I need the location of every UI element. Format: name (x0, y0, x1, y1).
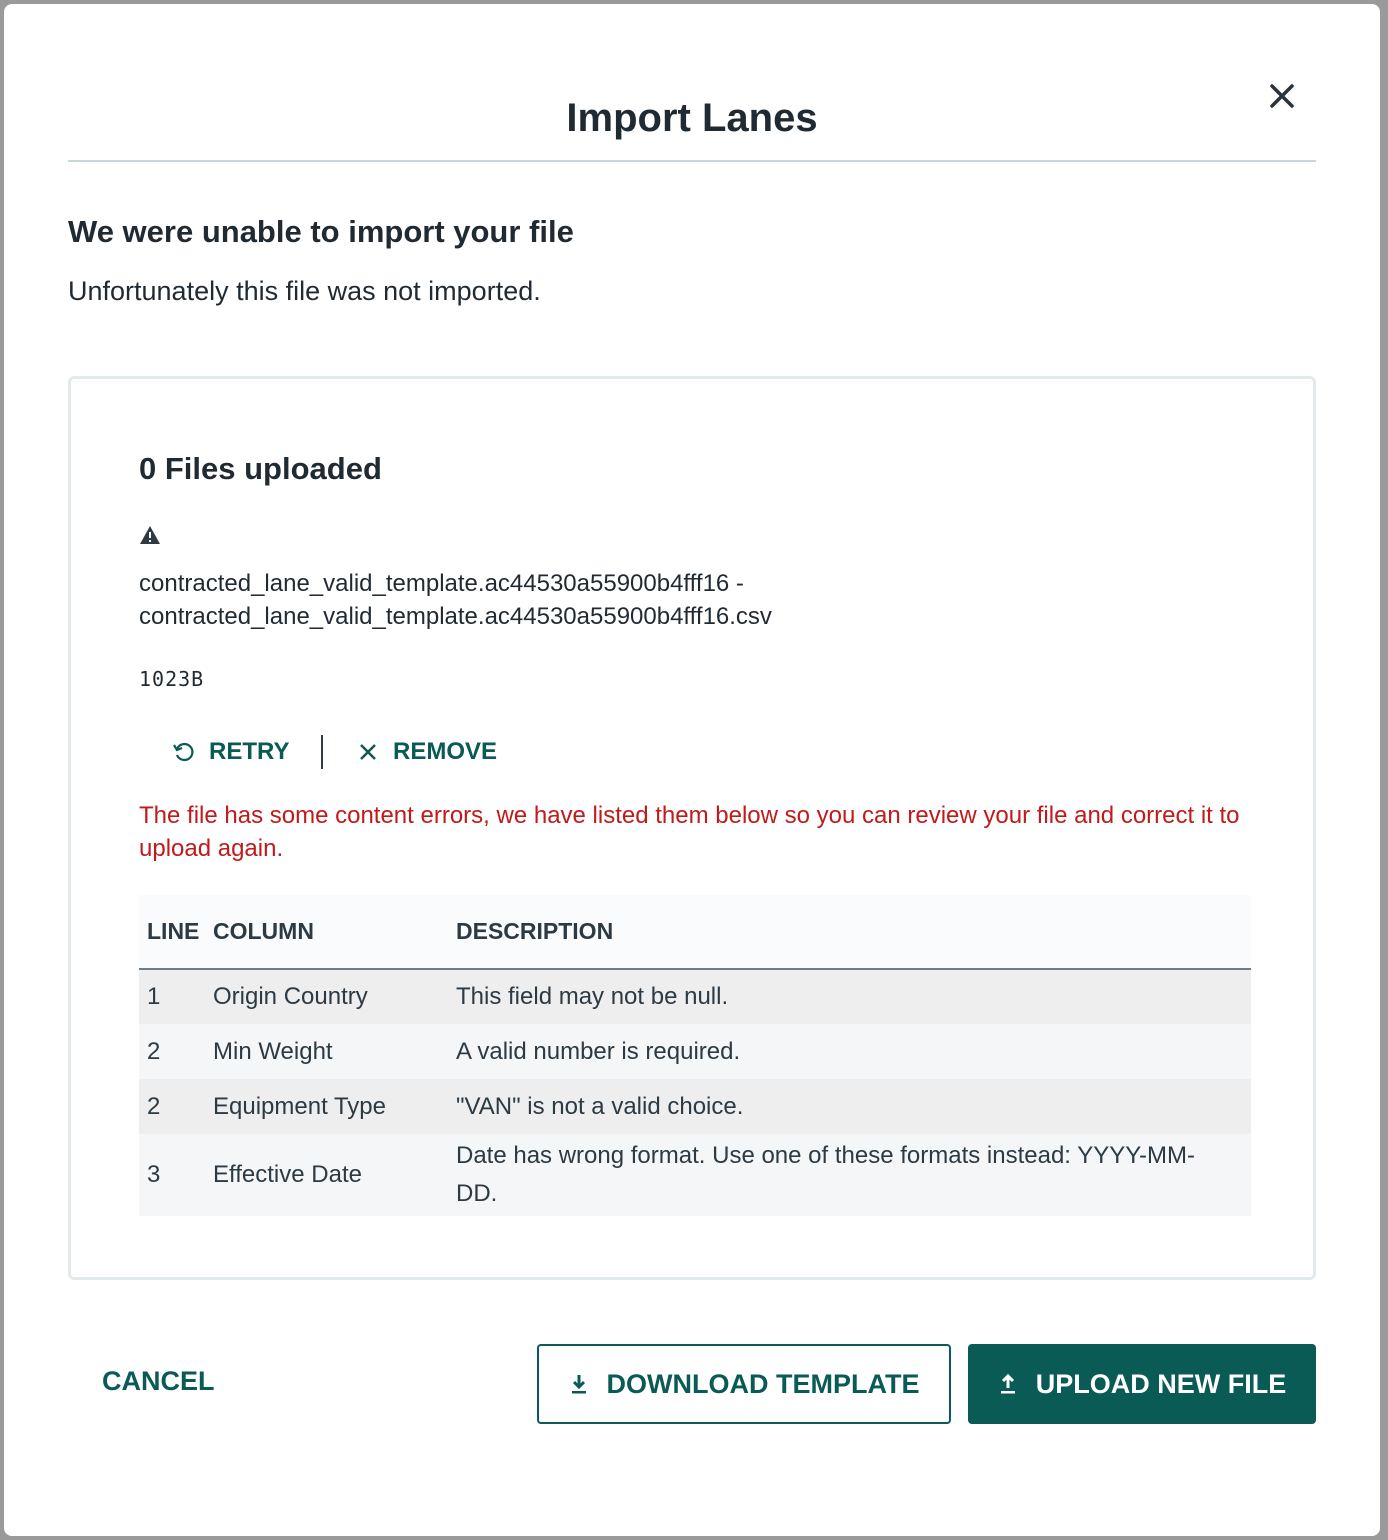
error-heading: We were unable to import your file (68, 214, 574, 249)
content-error-message: The file has some content errors, we have listed them below so you can review your file and correct it to upload again. (139, 802, 1240, 862)
action-separator (321, 735, 323, 769)
cell-column: Effective Date (213, 1161, 362, 1188)
upload-icon (998, 1373, 1018, 1395)
files-uploaded-title: 0 Files uploaded (139, 451, 382, 486)
file-name-line-1: contracted_lane_valid_template.ac44530a55900b4fff16 - (139, 570, 744, 597)
upload-new-file-button[interactable] (968, 1344, 1316, 1424)
cell-line: 3 (147, 1161, 161, 1188)
cell-column: Min Weight (213, 1037, 333, 1065)
retry-icon (171, 740, 195, 764)
file-name-line-2: contracted_lane_valid_template.ac44530a55900b4fff16.csv (139, 603, 772, 630)
upload-card (68, 376, 1316, 1280)
table-row (139, 1024, 1251, 1079)
cell-column: Equipment Type (213, 1092, 387, 1120)
cell-description: Date has wrong format. Use one of these formats instead: YYYY-MM-DD. (456, 1142, 1196, 1207)
header-column: COLUMN (213, 918, 314, 944)
table-row (139, 969, 1251, 1024)
cell-line: 2 (147, 1037, 161, 1065)
table-header-row (139, 895, 1251, 969)
retry-label: RETRY (209, 738, 290, 765)
retry-button[interactable] (171, 735, 289, 769)
cell-description: A valid number is required. (456, 1037, 741, 1065)
upload-new-file-label: UPLOAD NEW FILE (1035, 1368, 1287, 1399)
remove-button[interactable] (357, 735, 497, 769)
remove-label: REMOVE (393, 738, 498, 765)
modal-header (68, 4, 1316, 162)
table-row (139, 1134, 1251, 1216)
header-line: LINE (147, 918, 200, 944)
modal-title: Import Lanes (566, 96, 818, 140)
import-lanes-modal (4, 4, 1380, 1536)
warning-icon (139, 525, 161, 545)
remove-icon (357, 741, 379, 763)
cell-column: Origin Country (213, 983, 368, 1010)
header-description: DESCRIPTION (456, 918, 614, 944)
cell-line: 2 (147, 1092, 161, 1120)
cell-description: This field may not be null. (456, 983, 729, 1010)
cell-description: "VAN" is not a valid choice. (456, 1092, 744, 1120)
file-name (139, 567, 1039, 633)
error-subtext: Unfortunately this file was not imported. (68, 276, 541, 306)
close-button[interactable] (1264, 78, 1300, 114)
download-template-button[interactable] (537, 1344, 951, 1424)
cancel-button[interactable]: CANCEL (102, 1366, 215, 1396)
table-row (139, 1079, 1251, 1134)
cell-line: 1 (147, 983, 161, 1010)
download-template-label: DOWNLOAD TEMPLATE (606, 1368, 920, 1399)
download-icon (569, 1373, 589, 1395)
close-icon (1264, 78, 1300, 114)
file-size: 1023B (139, 667, 205, 691)
errors-table (139, 895, 1251, 1216)
